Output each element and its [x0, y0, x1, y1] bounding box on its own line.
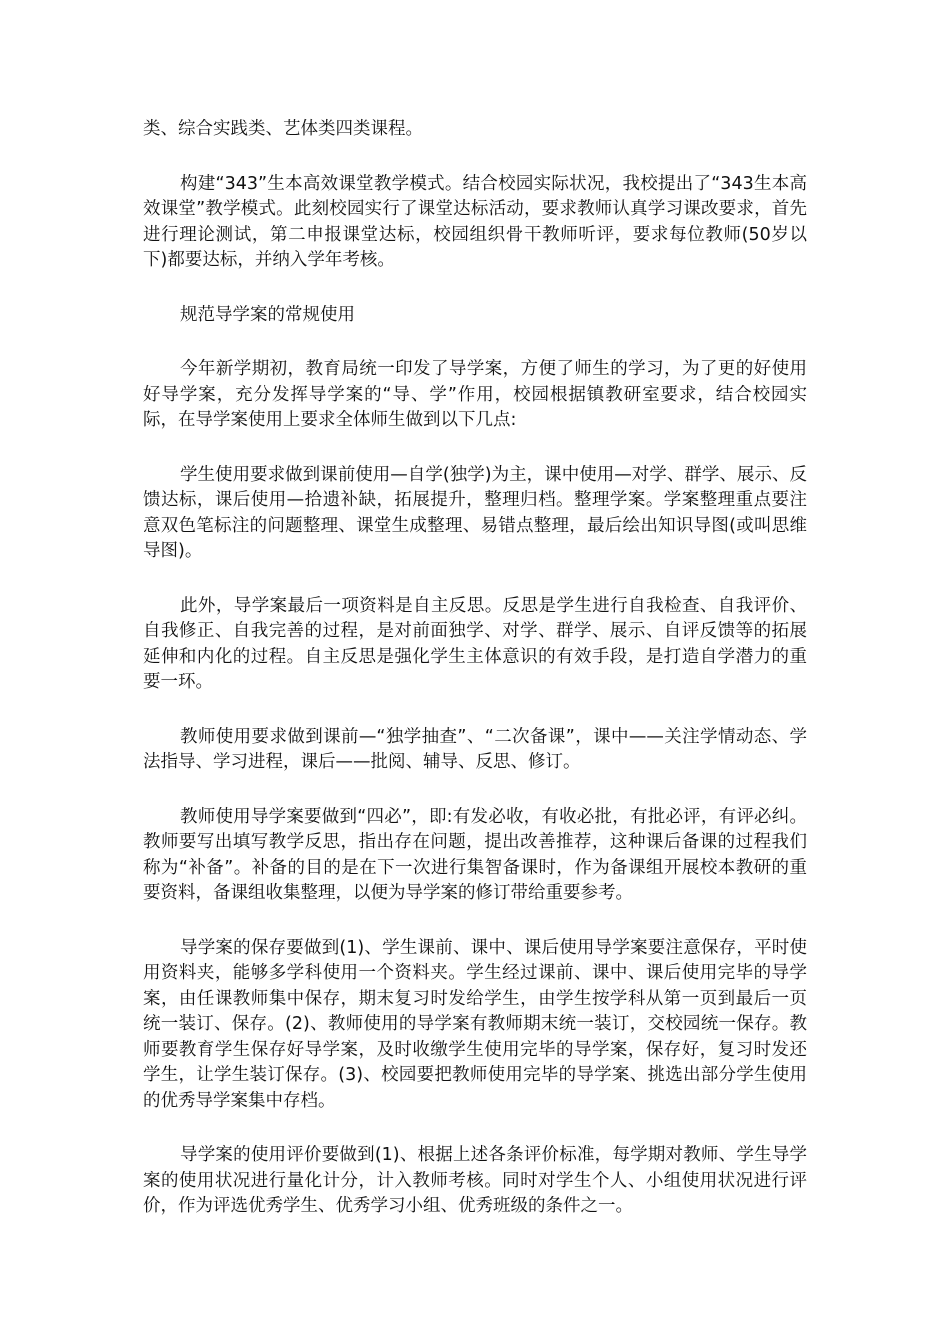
paragraph-9: 导学案的保存要做到(1)、学生课前、课中、课后使用导学案要注意保存，平时使用资料夹，能够多学科使用一个资料夹。学生经过课前、课中、课后使用完毕的导学案，由任课教师集中保存，期末复习时发给学生，由学生按学科从第一页到最后一页统一装订、保存。(2)、教师使用的导学案有教师期末统一装订，交校园统一保存。教师要教育学生保存好导学案，及时收缴学生使用完毕的导学案，保存好，复习时发还学生，让学生装订保存。(3)、校园要把教师使用完毕的导学案、挑选出部分学生使用的优秀导学案集中存档。 — [143, 937, 807, 1111]
paragraph-4: 今年新学期初，教育局统一印发了导学案，方便了师生的学习，为了更的好使用好导学案，充分发挥导学案的“导、学”作用，校园根据镇教研室要求，结合校园实际，在导学案使用上要求全体师生做到以下几点: — [143, 359, 807, 430]
paragraph-1: 类、综合实践类、艺体类四类课程。 — [143, 119, 423, 139]
section-heading: 规范导学案的常规使用 — [180, 304, 355, 325]
paragraph-2: 构建“343”生本高效课堂教学模式。结合校园实际状况，我校提出了“343生本高效课堂”教学模式。此刻校园实行了课堂达标活动，要求教师认真学习课改要求，首先进行理论测试，第二申报课堂达标，校园组织骨干教师听评，要求每位教师(50岁以下)都要达标，并纳入学年考核。 — [143, 173, 807, 270]
document-body — [143, 117, 807, 1249]
paragraph-6: 此外，导学案最后一项资料是自主反思。反思是学生进行自我检查、自我评价、自我修正、自我完善的过程，是对前面独学、对学、群学、展示、自评反馈等的拓展延伸和内化的过程。自主反思是强化学生主体意识的有效手段，是打造自学潜力的重要一环。 — [143, 595, 807, 692]
paragraph-5: 学生使用要求做到课前使用—自学(独学)为主，课中使用—对学、群学、展示、反馈达标，课后使用—拾遗补缺，拓展提升，整理归档。整理学案。学案整理重点要注意双色笔标注的问题整理、课堂生成整理、易错点整理，最后绘出知识导图(或叫思维导图)。 — [143, 464, 807, 561]
paragraph-8: 教师使用导学案要做到“四必”，即:有发必收，有收必批，有批必评，有评必纠。教师要写出填写教学反思，指出存在问题，提出改善推荐，这种课后备课的过程我们称为“补备”。补备的目的是在下一次进行集智备课时，作为备课组开展校本教研的重要资料，备课组收集整理，以便为导学案的修订带给重要参考。 — [143, 806, 807, 903]
paragraph-10: 导学案的使用评价要做到(1)、根据上述各条评价标准，每学期对教师、学生导学案的使用状况进行量化计分，计入教师考核。同时对学生个人、小组使用状况进行评价，作为评选优秀学生、优秀学习小组、优秀班级的条件之一。 — [143, 1145, 807, 1216]
paragraph-7: 教师使用要求做到课前—“独学抽查”、“二次备课”，课中——关注学情动态、学法指导、学习进程，课后——批阅、辅导、反思、修订。 — [143, 726, 807, 772]
